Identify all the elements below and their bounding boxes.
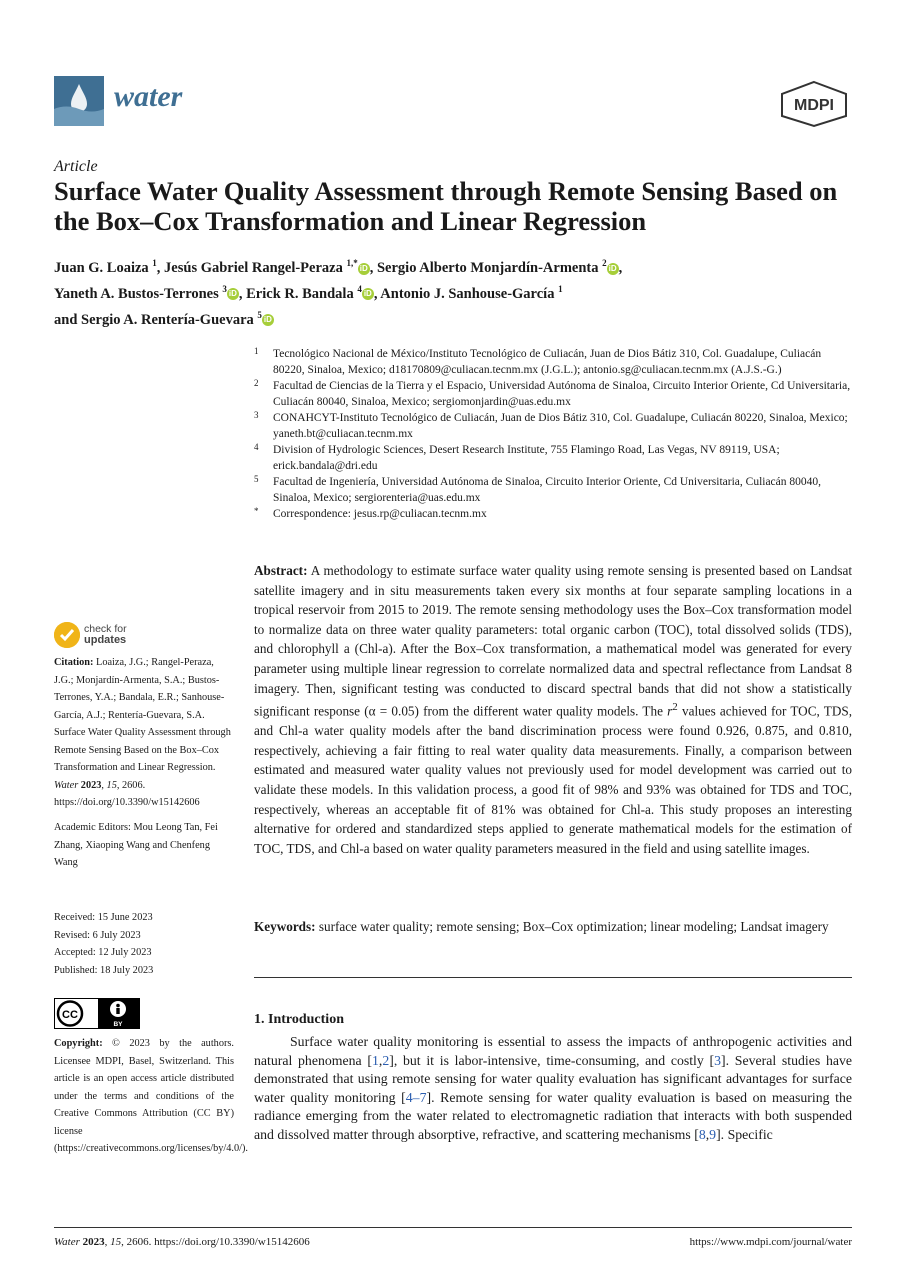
keywords-label: Keywords: — [254, 919, 316, 934]
orcid-icon[interactable]: iD — [359, 263, 368, 273]
affiliation-number: 2 — [254, 378, 259, 388]
footer-journal: Water — [54, 1236, 80, 1248]
citation-link[interactable]: 1 — [371, 1052, 379, 1068]
r-superscript: 2 — [672, 701, 678, 714]
check-for-updates-icon[interactable] — [54, 622, 80, 648]
intro-paragraph — [254, 1033, 852, 1145]
intro-text: , — [378, 1052, 383, 1068]
author-name[interactable]: Erick R. Bandala — [246, 285, 354, 302]
citation-link[interactable]: 9 — [709, 1126, 717, 1142]
intro-text: ]. Several studies have demonstrated that using remote sensing for water quality evaluation has significant advantages for surface water quality monitoring [ — [254, 1052, 852, 1105]
author-name[interactable]: Sergio Alberto Monjardín-Armenta — [376, 259, 599, 276]
affiliation-number: 4 — [254, 442, 259, 452]
author-affiliation-marker: 1,* — [346, 258, 358, 268]
affiliation-text: Tecnológico Nacional de México/Instituto Tecnológico de Culiacán, Juan de Dios Bátiz 310, Col. Guadalupe, Culiacán 80220, Sinaloa, Mexico; d18170809@culiacan.tecnm.mx (J.G.L.); antonio.sg@culiacan.tecnm.mx (A.J.S.-G.) — [273, 348, 822, 376]
cc-by-icon — [54, 998, 140, 1029]
water-drop-icon — [54, 76, 104, 126]
affiliation-item — [254, 474, 854, 506]
citation-link[interactable]: 2 — [382, 1052, 390, 1068]
checkmark-icon — [54, 622, 80, 648]
affiliation-number: 5 — [254, 474, 259, 484]
affiliation-text: CONAHCYT-Instituto Tecnológico de Culiacán, Juan de Dios Bátiz 310, Col. Guadalupe, Culiacán 80220, Sinaloa, Mexico; yaneth.bt@culiacan.tecnm.mx — [273, 412, 848, 440]
keywords-text: surface water quality; remote sensing; Box–Cox optimization; linear modeling; Landsat imagery — [315, 919, 829, 934]
citation-block: Citation: Loaiza, J.G.; Rangel-Peraza, J.G.; Monjardín-Armenta, S.A.; Bustos-Terrones, Y.A.; Bandala, E.R.; Sanhouse-García, A.J.; Rentería-Guevara, S.A. Surface Water Quality Assessment through Remote Sensing Based on the Box–Cox Transformation and Linear Regression. Water 2023, 15, 2606. https://doi.org/10.3390/w15142606 — [54, 657, 231, 808]
affiliation-text: Facultad de Ingeniería, Universidad Autónoma de Sinaloa, Circuito Interior Oriente, Cd Universitaria, Culiacán 80040, Sinaloa, Mexico; sergiorenteria@uas.edu.mx — [273, 476, 822, 504]
intro-text: ]. Specific — [716, 1126, 773, 1142]
article-type-label: Article — [54, 158, 98, 175]
affiliation-item — [254, 442, 854, 474]
revised-date: Revised: 6 July 2023 — [54, 929, 141, 941]
citation-text: Loaiza, J.G.; Rangel-Peraza, J.G.; Monjardín-Armenta, S.A.; Bustos-Terrones, Y.A.; Bandala, E.R.; Sanhouse-García, A.J.; Rentería-Guevara, S.A. Surface Water Quality Assessment through Remote Sensing Based on the Box–Cox Transformation and Linear Regression. — [54, 657, 231, 773]
footer-year: 2023 — [82, 1236, 105, 1248]
section-divider — [254, 977, 852, 978]
orcid-icon[interactable]: iD — [228, 289, 237, 299]
author-name[interactable]: Juan G. Loaiza — [54, 259, 149, 276]
citation-link[interactable]: 8 — [698, 1126, 706, 1142]
affiliation-text: Division of Hydrologic Sciences, Desert Research Institute, 755 Flamingo Road, Las Vegas, NV 89119, USA; erick.bandala@dri.edu — [273, 444, 780, 472]
keywords — [254, 917, 852, 937]
author-affiliation-marker: 1 — [152, 258, 157, 268]
footer-divider — [54, 1227, 852, 1228]
citation-link[interactable]: 4–7 — [405, 1089, 427, 1105]
mdpi-hexagon-icon — [778, 80, 850, 128]
mdpi-logo[interactable] — [778, 80, 850, 128]
author-affiliation-marker: 2 — [602, 258, 607, 268]
r-symbol: r — [667, 703, 673, 719]
check-line-1: check for — [84, 623, 127, 635]
intro-text: ], but it is labor-intensive, time-consuming, and costly [ — [389, 1052, 715, 1068]
accepted-date: Accepted: 12 July 2023 — [54, 947, 152, 958]
article-title: Surface Water Quality Assessment through Remote Sensing Based on the Box–Cox Transformation and Linear Regression — [54, 176, 838, 236]
citation-volume: 15 — [106, 779, 117, 791]
citation-doi[interactable]: , 2606. https://doi.org/10.3390/w15142606 — [54, 779, 200, 808]
affiliation-item — [254, 346, 854, 378]
citation-journal: Water — [54, 779, 79, 791]
cc-by-license-badge[interactable] — [54, 998, 140, 1029]
abstract-label: Abstract: — [254, 563, 308, 578]
intro-text: Surface water quality monitoring is essential to assess the impacts of anthropogenic activities and natural phenomena [ — [254, 1034, 852, 1068]
affiliation-text: Correspondence: jesus.rp@culiacan.tecnm.mx — [273, 508, 487, 520]
publication-dates — [54, 909, 234, 979]
abstract-text-1: A methodology to estimate surface water quality using remote sensing is presented based on Landsat satellite imagery and in situ measurements taken every six months at four separate sampling locations in a tropical reservoir from 2015 to 2019. The remote sensing methodology uses the Box–Cox transformation model to normalize data on three water quality parameters: total organic carbon (TOC), total dissolved solids (TDS), and chlorophyll a (Chl-a). After the Box–Cox transformation, a mathematical model was generated for every parameter using multiple linear regression to correlate normalized data and spectral reflectance from Landsat 8 imagery. Then, significant testing was conducted to discard spectral bands that did not show a statistically significant response (α = 0.05) from the different water quality models. The — [254, 563, 852, 719]
mdpi-logo-text: MDPI — [794, 97, 834, 114]
affiliation-number: * — [254, 506, 259, 516]
affiliation-text: Facultad de Ciencias de la Tierra y el Espacio, Universidad Autónoma de Sinaloa, Circuito Interior Oriente, Cd Universitaria, Culiacán 80040, Sinaloa, Mexico; sergiomonjardin@uas.edu.mx — [273, 380, 851, 408]
intro-text: , — [705, 1126, 710, 1142]
author-affiliation-marker: 5 — [257, 309, 262, 320]
by-text: BY — [113, 1021, 123, 1028]
footer-journal-url[interactable]: https://www.mdpi.com/journal/water — [689, 1236, 852, 1248]
copyright-label: Copyright: — [54, 1038, 103, 1049]
citation-year: 2023 — [80, 779, 102, 791]
check-line-2: updates — [84, 634, 127, 646]
copyright-text: © 2023 by the authors. Licensee MDPI, Basel, Switzerland. This article is an open access article distributed under the terms and conditions of the Creative Commons Attribution (CC BY) license (https://creativecommons.org/licenses/by/4.0/). — [54, 1038, 248, 1154]
author-affiliation-marker: 1 — [558, 283, 563, 294]
author-and: and — [54, 311, 78, 328]
author-name[interactable]: Antonio J. Sanhouse-García — [380, 285, 555, 302]
affiliation-item — [254, 506, 854, 522]
affiliations — [254, 346, 854, 522]
journal-name[interactable]: water — [114, 80, 183, 113]
affiliation-number: 1 — [254, 346, 259, 356]
affiliation-item — [254, 378, 854, 410]
affiliation-item — [254, 410, 854, 442]
academic-editors: Academic Editors: Mou Leong Tan, Fei Zhang, Xiaoping Wang and Chenfeng Wang — [54, 822, 218, 868]
abstract-text-2: values achieved for TOC, TDS, and Chl-a water quality models after the band discrimination process were found 0.926, 0.875, and 0.810, respectively, achieving a fair fitting to real water quality data measurements. Finally, a comparison between estimated and measured water quality values not previously used for model development was carried out to validate these models. In this validation process, a good fit of 98% and 93% was obtained for TDS and TOC, respectively, whereas an acceptable fit of 81% was obtained for Chl-a. This study proposes an interesting alternative for ordered and standardized steps applied to generate mathematical models for the estimation of TOC, TDS, and Chl-a based on water quality parameters measured in the field and using satellite images. — [254, 703, 852, 856]
published-date: Published: 18 July 2023 — [54, 964, 154, 976]
author-name[interactable]: Sergio A. Rentería-Guevara — [81, 311, 254, 328]
intro-text: ]. Remote sensing for water quality evaluation is based on measuring the radiance emerging from the water related to electromagnetic radiation that interacts with both suspended and dissolved matter through absorptive, refractive, and scattering mechanisms [ — [254, 1089, 852, 1142]
citation-link[interactable]: 3 — [714, 1052, 722, 1068]
author-name[interactable]: Yaneth A. Bustos-Terrones — [54, 285, 219, 302]
footer-volume: 15 — [110, 1236, 122, 1248]
affiliation-number: 3 — [254, 410, 259, 420]
author-name[interactable]: Jesús Gabriel Rangel-Peraza — [164, 259, 343, 276]
author-list: Juan G. Loaiza $^1$, Jesús Gabriel Rangel-Peraza $^{1,*}$ iD , Sergio Alberto Monjardín-Armenta $^2$ iD , Yaneth A. Bustos-Terrones $^3$ iD , Erick R. Bandala $^4$ iD , Antonio J. Sanhouse-García $^1$ and Sergio A. Rentería-Guevara $^5$ iD — [54, 258, 623, 328]
footer-citation[interactable]: Water 2023, 15, 2606. https://doi.org/10.3390/w15142606 — [54, 1236, 310, 1248]
author-affiliation-marker: 4 — [357, 283, 362, 294]
received-date: Received: 15 June 2023 — [54, 912, 153, 923]
author-affiliation-marker: 3 — [222, 283, 227, 294]
journal-logo[interactable] — [54, 76, 104, 126]
cc-text: CC — [62, 1009, 78, 1021]
copyright-notice — [54, 1035, 248, 1158]
check-for-updates-button[interactable] — [84, 624, 127, 646]
orcid-icon[interactable]: iD — [608, 263, 617, 273]
section-heading: 1. Introduction — [254, 1012, 344, 1027]
footer-doi: , 2606. https://doi.org/10.3390/w15142606 — [121, 1236, 310, 1248]
orcid-icon[interactable]: iD — [263, 315, 272, 325]
orcid-icon[interactable]: iD — [363, 289, 372, 299]
citation-label: Citation: — [54, 657, 94, 668]
abstract — [254, 561, 852, 858]
